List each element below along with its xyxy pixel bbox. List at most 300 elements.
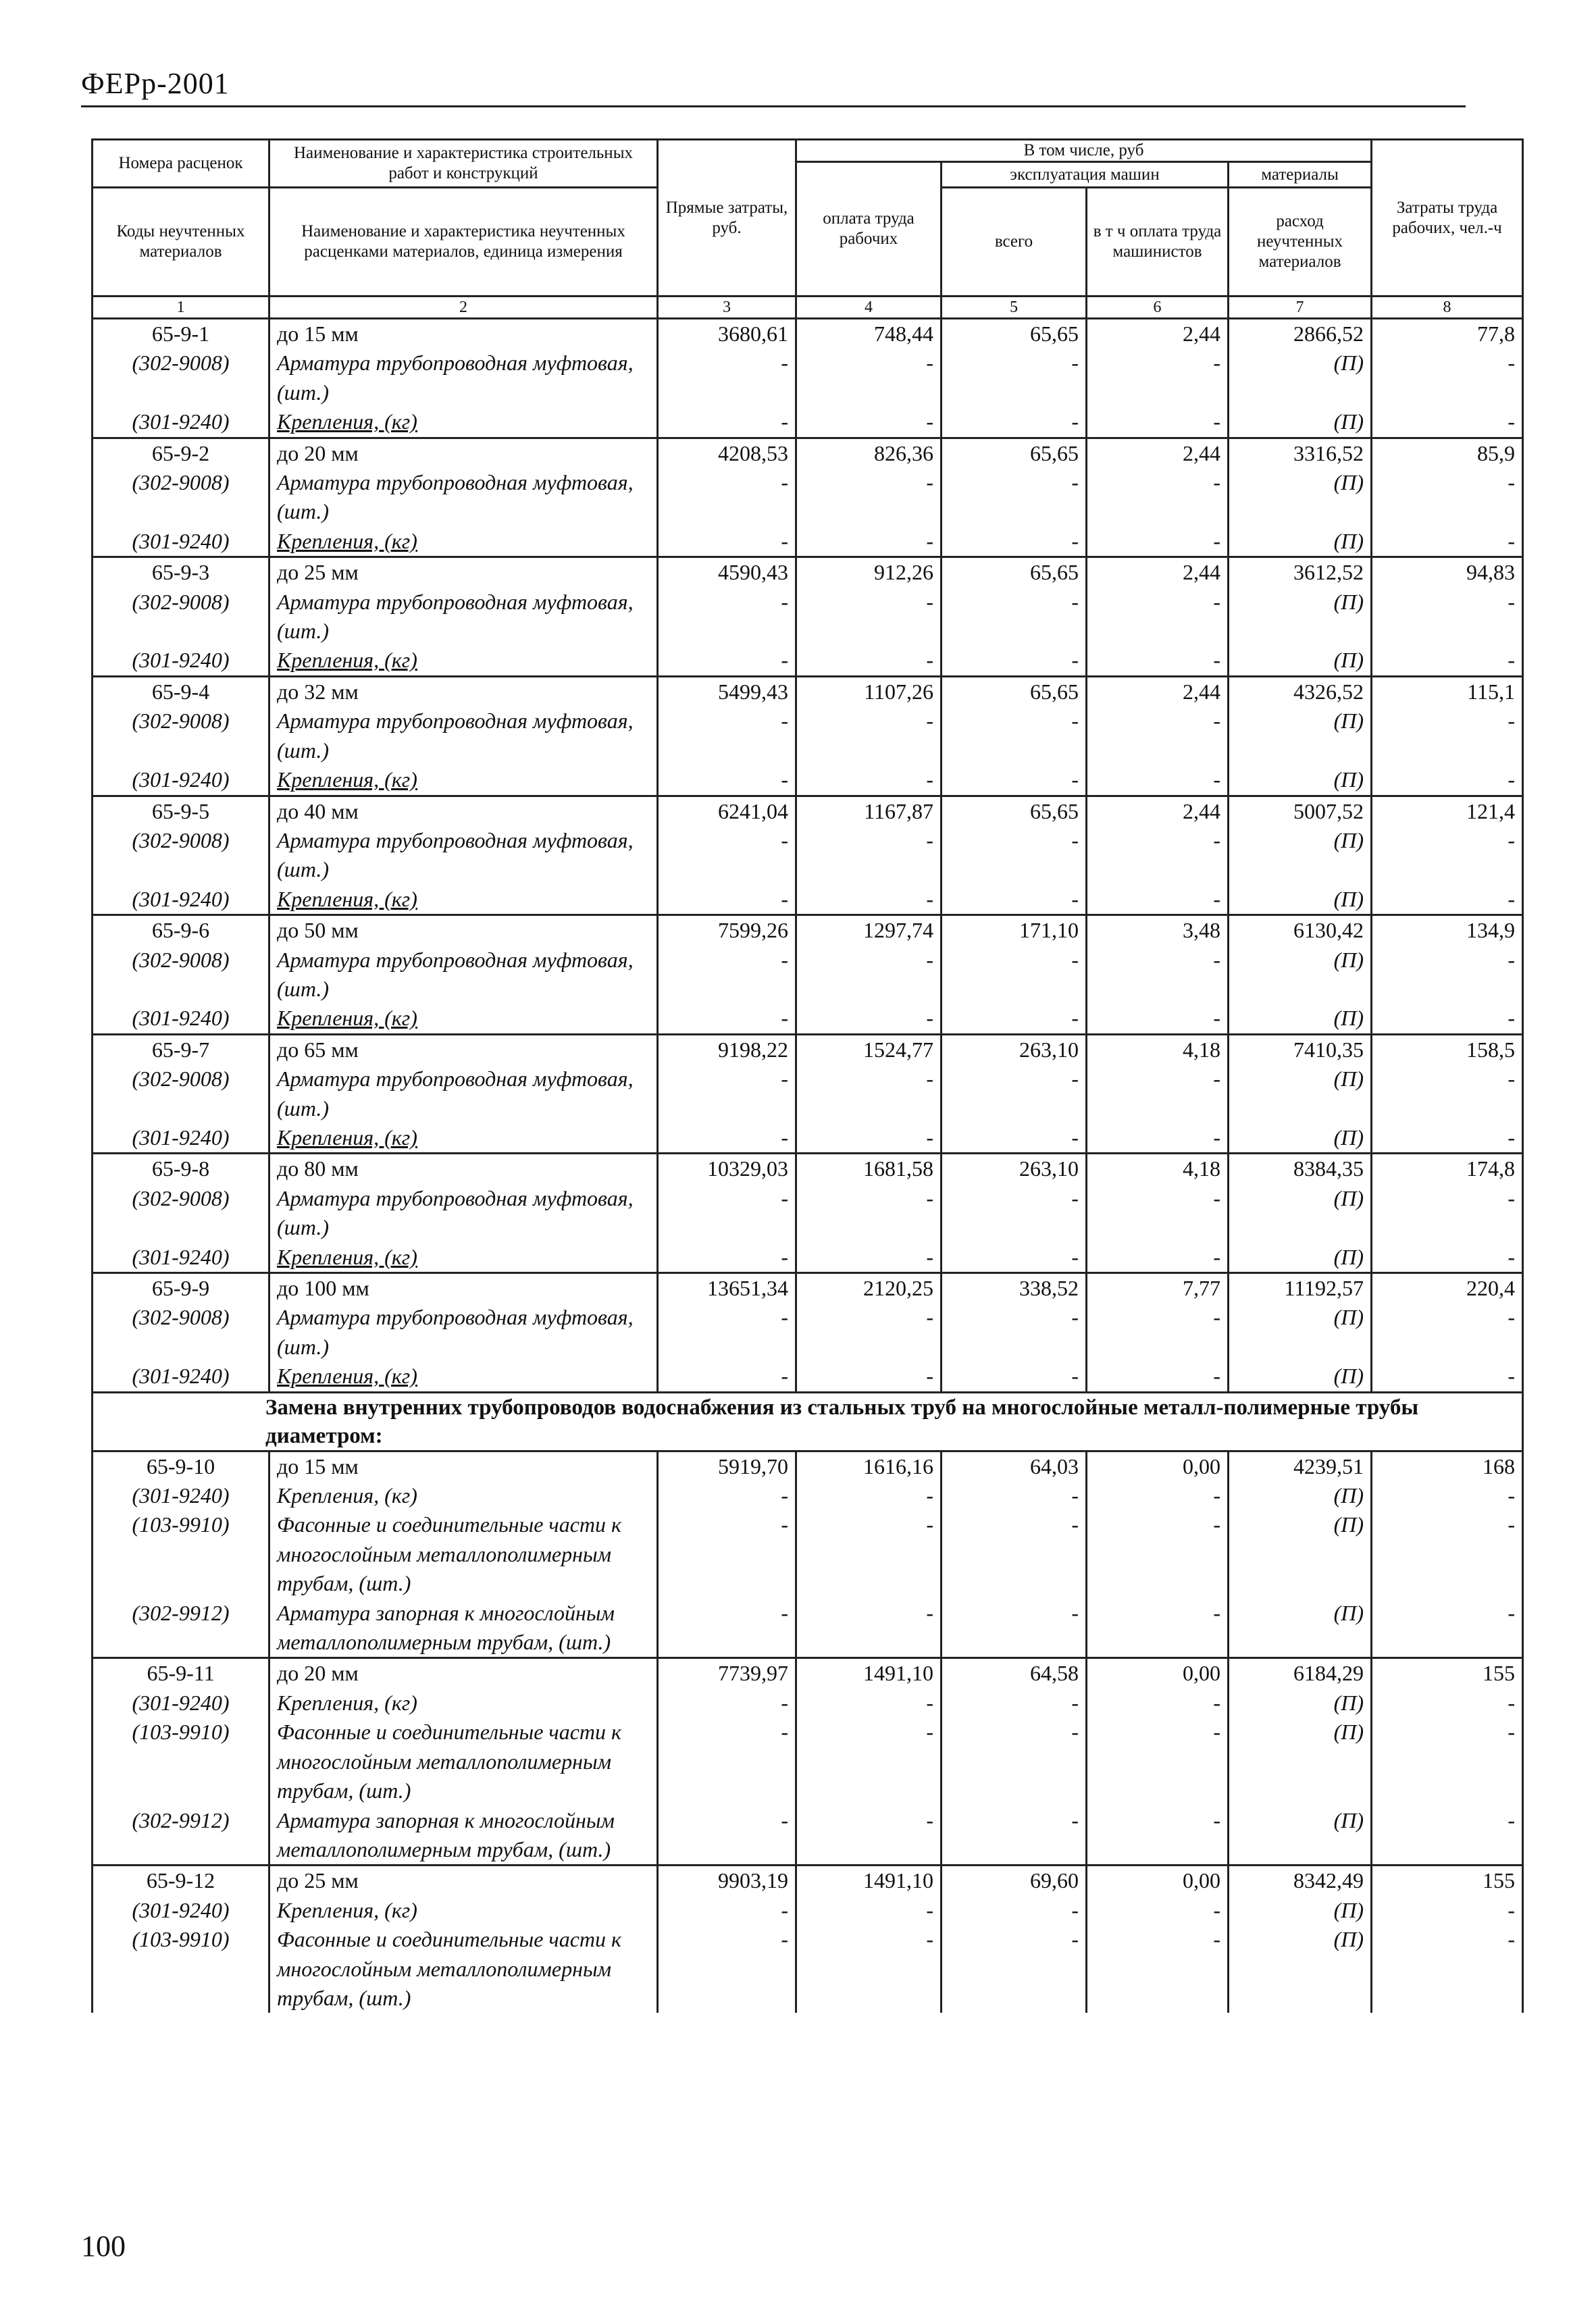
materials-cell: (П) — [1229, 349, 1372, 407]
materials-cell: 6130,42 — [1229, 915, 1372, 946]
description-cell: Арматура трубопроводная муфтовая, (шт.) — [269, 349, 658, 407]
operator-pay-cell: 2,44 — [1087, 319, 1229, 349]
labor-hours-cell: 85,9 — [1372, 438, 1523, 468]
machine-total-cell: 65,65 — [942, 319, 1087, 349]
description-cell: до 25 мм — [269, 1866, 658, 1896]
worker-pay-cell: 1491,10 — [796, 1866, 942, 1896]
worker-pay-cell: 1167,87 — [796, 796, 942, 826]
operator-pay-cell: - — [1087, 1123, 1229, 1154]
worker-pay-cell: - — [796, 407, 942, 438]
header-including: В том числе, руб — [796, 140, 1372, 162]
rate-row — [93, 438, 1523, 468]
machine-total-cell: - — [942, 1718, 1087, 1805]
header-machine-operation: эксплуатация машин — [942, 162, 1229, 188]
material-row — [93, 1123, 1523, 1154]
material-row — [93, 1362, 1523, 1392]
rate-row — [93, 1034, 1523, 1064]
materials-cell: 4239,51 — [1229, 1451, 1372, 1481]
description-cell: до 32 мм — [269, 676, 658, 706]
worker-pay-cell: - — [796, 706, 942, 765]
worker-pay-cell: - — [796, 349, 942, 407]
labor-hours-cell: 134,9 — [1372, 915, 1523, 946]
direct-costs-cell: - — [658, 885, 796, 915]
material-row — [93, 349, 1523, 407]
description-cell: до 100 мм — [269, 1273, 658, 1304]
direct-costs-cell: 13651,34 — [658, 1273, 796, 1304]
labor-hours-cell: 174,8 — [1372, 1154, 1523, 1184]
rate-code-cell: (103-9910) — [93, 1510, 269, 1598]
worker-pay-cell: - — [796, 646, 942, 676]
direct-costs-cell: - — [658, 468, 796, 527]
materials-cell: (П) — [1229, 885, 1372, 915]
labor-hours-cell: - — [1372, 1243, 1523, 1273]
labor-hours-cell: 77,8 — [1372, 319, 1523, 349]
machine-total-cell: - — [942, 1362, 1087, 1392]
materials-cell: (П) — [1229, 1599, 1372, 1658]
materials-cell: (П) — [1229, 946, 1372, 1004]
rate-code-cell: (302-9008) — [93, 1184, 269, 1243]
header-work-name: Наименование и характеристика строительных работ и конструкций — [269, 140, 658, 188]
materials-cell: 8384,35 — [1229, 1154, 1372, 1184]
header-unaccounted-materials: расход неучтенных материалов — [1229, 188, 1372, 297]
materials-cell: (П) — [1229, 826, 1372, 885]
operator-pay-cell: 4,18 — [1087, 1154, 1229, 1184]
description-cell: Крепления, (кг) — [269, 1004, 658, 1034]
operator-pay-cell: - — [1087, 885, 1229, 915]
materials-cell: (П) — [1229, 588, 1372, 646]
operator-pay-cell: - — [1087, 1689, 1229, 1718]
rate-code-cell: (301-9240) — [93, 1004, 269, 1034]
operator-pay-cell: - — [1087, 826, 1229, 885]
column-number: 4 — [796, 297, 942, 319]
worker-pay-cell: - — [796, 885, 942, 915]
worker-pay-cell: - — [796, 765, 942, 796]
worker-pay-cell: - — [796, 468, 942, 527]
labor-hours-cell: - — [1372, 1481, 1523, 1510]
rate-code-cell: 65-9-1 — [93, 319, 269, 349]
labor-hours-cell: - — [1372, 1004, 1523, 1034]
rate-code-cell: 65-9-8 — [93, 1154, 269, 1184]
machine-total-cell: - — [942, 407, 1087, 438]
description-cell: до 50 мм — [269, 915, 658, 946]
operator-pay-cell: - — [1087, 1599, 1229, 1658]
description-cell: Фасонные и соединительные части к многослойным металлополимерным трубам, (шт.) — [269, 1510, 658, 1598]
page-title: ФЕРр-2001 — [81, 67, 230, 100]
direct-costs-cell: - — [658, 1925, 796, 2013]
labor-hours-cell: - — [1372, 1510, 1523, 1598]
material-row — [93, 1510, 1523, 1598]
worker-pay-cell: 1524,77 — [796, 1034, 942, 1064]
rate-code-cell: (301-9240) — [93, 1123, 269, 1154]
worker-pay-cell: - — [796, 826, 942, 885]
direct-costs-cell: - — [658, 1718, 796, 1805]
description-cell: до 25 мм — [269, 557, 658, 588]
column-number: 1 — [93, 297, 269, 319]
rate-code-cell: (301-9240) — [93, 527, 269, 557]
operator-pay-cell: - — [1087, 407, 1229, 438]
header-direct-costs: Прямые затраты, руб. — [658, 140, 796, 297]
worker-pay-cell: 1491,10 — [796, 1658, 942, 1689]
rate-code-cell: (301-9240) — [93, 1362, 269, 1392]
labor-hours-cell: - — [1372, 1599, 1523, 1658]
rate-code-cell: (301-9240) — [93, 646, 269, 676]
materials-cell: 3612,52 — [1229, 557, 1372, 588]
direct-costs-cell: - — [658, 1599, 796, 1658]
worker-pay-cell: - — [796, 1599, 942, 1658]
direct-costs-cell: - — [658, 407, 796, 438]
labor-hours-cell: - — [1372, 826, 1523, 885]
column-number-row — [93, 297, 1523, 319]
rate-code-cell: (301-9240) — [93, 885, 269, 915]
material-row — [93, 588, 1523, 646]
labor-hours-cell: - — [1372, 1718, 1523, 1805]
description-cell: Крепления, (кг) — [269, 885, 658, 915]
description-cell: до 15 мм — [269, 1451, 658, 1481]
material-row — [93, 468, 1523, 527]
operator-pay-cell: - — [1087, 527, 1229, 557]
page-number: 100 — [81, 2230, 126, 2263]
description-cell: Арматура трубопроводная муфтовая, (шт.) — [269, 706, 658, 765]
materials-cell: (П) — [1229, 1064, 1372, 1123]
machine-total-cell: - — [942, 706, 1087, 765]
worker-pay-cell: - — [796, 527, 942, 557]
direct-costs-cell: 10329,03 — [658, 1154, 796, 1184]
rate-code-cell: (301-9240) — [93, 765, 269, 796]
direct-costs-cell: - — [658, 765, 796, 796]
worker-pay-cell: - — [796, 1243, 942, 1273]
machine-total-cell: - — [942, 1510, 1087, 1598]
worker-pay-cell: - — [796, 1481, 942, 1510]
direct-costs-cell: - — [658, 826, 796, 885]
description-cell: Крепления, (кг) — [269, 646, 658, 676]
direct-costs-cell: 5919,70 — [658, 1451, 796, 1481]
description-cell: до 65 мм — [269, 1034, 658, 1064]
labor-hours-cell: - — [1372, 646, 1523, 676]
labor-hours-cell: 115,1 — [1372, 676, 1523, 706]
rate-code-cell: (302-9008) — [93, 349, 269, 407]
labor-hours-cell: - — [1372, 468, 1523, 527]
rate-code-cell: (302-9008) — [93, 826, 269, 885]
operator-pay-cell: 2,44 — [1087, 438, 1229, 468]
rate-code-cell: (302-9008) — [93, 468, 269, 527]
materials-cell: (П) — [1229, 1481, 1372, 1510]
machine-total-cell: - — [942, 885, 1087, 915]
header-material-codes: Коды неучтенных материалов — [93, 188, 269, 297]
labor-hours-cell: - — [1372, 1362, 1523, 1392]
operator-pay-cell: - — [1087, 468, 1229, 527]
material-row — [93, 1064, 1523, 1123]
description-cell: до 15 мм — [269, 319, 658, 349]
rates-table — [91, 138, 1524, 2013]
rate-code-cell: (302-9008) — [93, 588, 269, 646]
description-cell: Арматура запорная к многослойным металлополимерным трубам, (шт.) — [269, 1599, 658, 1658]
material-row — [93, 1481, 1523, 1510]
direct-costs-cell: - — [658, 1362, 796, 1392]
rate-code-cell: (103-9910) — [93, 1925, 269, 2013]
rate-code-cell: 65-9-9 — [93, 1273, 269, 1304]
material-row — [93, 407, 1523, 438]
rate-code-cell: 65-9-3 — [93, 557, 269, 588]
machine-total-cell: 171,10 — [942, 915, 1087, 946]
column-number: 2 — [269, 297, 658, 319]
labor-hours-cell: - — [1372, 1896, 1523, 1925]
header-machine-total: всего — [942, 188, 1087, 297]
operator-pay-cell: 2,44 — [1087, 676, 1229, 706]
rate-row — [93, 676, 1523, 706]
material-row — [93, 646, 1523, 676]
operator-pay-cell: 0,00 — [1087, 1866, 1229, 1896]
machine-total-cell: - — [942, 1925, 1087, 2013]
direct-costs-cell: 4590,43 — [658, 557, 796, 588]
section-title: Замена внутренних трубопроводов водоснабжения из стальных труб на многослойные металл-полимерные трубы диаметром: — [93, 1392, 1523, 1451]
rate-code-cell: (302-9008) — [93, 706, 269, 765]
machine-total-cell: - — [942, 527, 1087, 557]
operator-pay-cell: - — [1087, 1362, 1229, 1392]
machine-total-cell: 263,10 — [942, 1154, 1087, 1184]
operator-pay-cell: - — [1087, 349, 1229, 407]
machine-total-cell: - — [942, 1896, 1087, 1925]
worker-pay-cell: - — [796, 588, 942, 646]
direct-costs-cell: - — [658, 1806, 796, 1866]
direct-costs-cell: - — [658, 646, 796, 676]
operator-pay-cell: - — [1087, 1718, 1229, 1805]
operator-pay-cell: - — [1087, 1004, 1229, 1034]
column-number: 3 — [658, 297, 796, 319]
table-body — [93, 297, 1523, 2013]
worker-pay-cell: - — [796, 1004, 942, 1034]
description-cell: до 40 мм — [269, 796, 658, 826]
rate-row — [93, 1154, 1523, 1184]
operator-pay-cell: 0,00 — [1087, 1451, 1229, 1481]
header-rule — [81, 105, 1466, 107]
materials-cell: (П) — [1229, 1243, 1372, 1273]
description-cell: Крепления, (кг) — [269, 1123, 658, 1154]
rate-code-cell: 65-9-10 — [93, 1451, 269, 1481]
description-cell: Крепления, (кг) — [269, 1362, 658, 1392]
material-row — [93, 946, 1523, 1004]
description-cell: Крепления, (кг) — [269, 1689, 658, 1718]
operator-pay-cell: 7,77 — [1087, 1273, 1229, 1304]
labor-hours-cell: - — [1372, 765, 1523, 796]
material-row — [93, 1243, 1523, 1273]
materials-cell: 6184,29 — [1229, 1658, 1372, 1689]
operator-pay-cell: - — [1087, 1896, 1229, 1925]
worker-pay-cell: - — [796, 1362, 942, 1392]
header-worker-pay: оплата труда рабочих — [796, 162, 942, 297]
rate-code-cell: (301-9240) — [93, 1689, 269, 1718]
direct-costs-cell: - — [658, 588, 796, 646]
operator-pay-cell: - — [1087, 765, 1229, 796]
rate-code-cell: (103-9910) — [93, 1718, 269, 1805]
direct-costs-cell: - — [658, 349, 796, 407]
rate-code-cell: 65-9-12 — [93, 1866, 269, 1896]
rate-code-cell: (302-9912) — [93, 1599, 269, 1658]
rate-code-cell: (302-9008) — [93, 946, 269, 1004]
rate-code-cell: (301-9240) — [93, 1481, 269, 1510]
worker-pay-cell: - — [796, 946, 942, 1004]
operator-pay-cell: - — [1087, 1064, 1229, 1123]
direct-costs-cell: - — [658, 1303, 796, 1362]
machine-total-cell: 65,65 — [942, 557, 1087, 588]
labor-hours-cell: - — [1372, 946, 1523, 1004]
worker-pay-cell: 1616,16 — [796, 1451, 942, 1481]
rate-code-cell: (301-9240) — [93, 407, 269, 438]
rate-row — [93, 915, 1523, 946]
operator-pay-cell: 3,48 — [1087, 915, 1229, 946]
labor-hours-cell: - — [1372, 1689, 1523, 1718]
material-row — [93, 1689, 1523, 1718]
material-row — [93, 1718, 1523, 1805]
direct-costs-cell: 7739,97 — [658, 1658, 796, 1689]
materials-cell: 8342,49 — [1229, 1866, 1372, 1896]
machine-total-cell: - — [942, 826, 1087, 885]
header-material-names: Наименование и характеристика неучтенных расценками материалов, единица измерения — [269, 188, 658, 297]
direct-costs-cell: 5499,43 — [658, 676, 796, 706]
worker-pay-cell: - — [796, 1184, 942, 1243]
material-row — [93, 1806, 1523, 1866]
direct-costs-cell: - — [658, 1123, 796, 1154]
description-cell: Фасонные и соединительные части к многослойным металлополимерным трубам, (шт.) — [269, 1925, 658, 2013]
materials-cell: (П) — [1229, 1510, 1372, 1598]
worker-pay-cell: - — [796, 1925, 942, 2013]
rate-code-cell: 65-9-2 — [93, 438, 269, 468]
machine-total-cell: 69,60 — [942, 1866, 1087, 1896]
materials-cell: (П) — [1229, 1806, 1372, 1866]
worker-pay-cell: 1297,74 — [796, 915, 942, 946]
machine-total-cell: - — [942, 588, 1087, 646]
labor-hours-cell: - — [1372, 588, 1523, 646]
machine-total-cell: - — [942, 1806, 1087, 1866]
rate-row — [93, 1658, 1523, 1689]
material-row — [93, 885, 1523, 915]
labor-hours-cell: - — [1372, 1303, 1523, 1362]
section-row — [93, 1392, 1523, 1451]
materials-cell: (П) — [1229, 1362, 1372, 1392]
material-row — [93, 527, 1523, 557]
direct-costs-cell: - — [658, 527, 796, 557]
operator-pay-cell: 4,18 — [1087, 1034, 1229, 1064]
header-labor-hours: Затраты труда рабочих, чел.-ч — [1372, 140, 1523, 297]
labor-hours-cell: 155 — [1372, 1866, 1523, 1896]
column-number: 5 — [942, 297, 1087, 319]
worker-pay-cell: - — [796, 1689, 942, 1718]
machine-total-cell: - — [942, 765, 1087, 796]
materials-cell: 4326,52 — [1229, 676, 1372, 706]
rate-code-cell: (301-9240) — [93, 1243, 269, 1273]
worker-pay-cell: - — [796, 1510, 942, 1598]
rate-code-cell: (302-9008) — [93, 1303, 269, 1362]
operator-pay-cell: - — [1087, 1806, 1229, 1866]
description-cell: Крепления, (кг) — [269, 765, 658, 796]
labor-hours-cell: - — [1372, 885, 1523, 915]
rate-code-cell: 65-9-6 — [93, 915, 269, 946]
description-cell: Крепления, (кг) — [269, 407, 658, 438]
header-rate-numbers: Номера расценок — [93, 140, 269, 188]
description-cell: Арматура трубопроводная муфтовая, (шт.) — [269, 468, 658, 527]
materials-cell: (П) — [1229, 706, 1372, 765]
worker-pay-cell: 912,26 — [796, 557, 942, 588]
rate-code-cell: (302-9912) — [93, 1806, 269, 1866]
operator-pay-cell: - — [1087, 1184, 1229, 1243]
materials-cell: (П) — [1229, 1689, 1372, 1718]
materials-cell: (П) — [1229, 1123, 1372, 1154]
worker-pay-cell: - — [796, 1064, 942, 1123]
labor-hours-cell: 155 — [1372, 1658, 1523, 1689]
materials-cell: (П) — [1229, 1718, 1372, 1805]
description-cell: Арматура трубопроводная муфтовая, (шт.) — [269, 946, 658, 1004]
description-cell: Арматура трубопроводная муфтовая, (шт.) — [269, 588, 658, 646]
labor-hours-cell: 220,4 — [1372, 1273, 1523, 1304]
materials-cell: (П) — [1229, 1303, 1372, 1362]
labor-hours-cell: - — [1372, 1925, 1523, 2013]
direct-costs-cell: - — [658, 1184, 796, 1243]
direct-costs-cell: 3680,61 — [658, 319, 796, 349]
description-cell: Арматура трубопроводная муфтовая, (шт.) — [269, 1064, 658, 1123]
material-row — [93, 765, 1523, 796]
direct-costs-cell: - — [658, 706, 796, 765]
labor-hours-cell: - — [1372, 527, 1523, 557]
worker-pay-cell: 748,44 — [796, 319, 942, 349]
description-cell: Арматура запорная к многослойным металлополимерным трубам, (шт.) — [269, 1806, 658, 1866]
direct-costs-cell: 7599,26 — [658, 915, 796, 946]
description-cell: Арматура трубопроводная муфтовая, (шт.) — [269, 1303, 658, 1362]
labor-hours-cell: - — [1372, 1123, 1523, 1154]
operator-pay-cell: - — [1087, 946, 1229, 1004]
operator-pay-cell: 2,44 — [1087, 796, 1229, 826]
direct-costs-cell: - — [658, 1243, 796, 1273]
operator-pay-cell: - — [1087, 588, 1229, 646]
labor-hours-cell: - — [1372, 706, 1523, 765]
direct-costs-cell: - — [658, 1004, 796, 1034]
description-cell: Крепления, (кг) — [269, 1243, 658, 1273]
direct-costs-cell: 9198,22 — [658, 1034, 796, 1064]
machine-total-cell: - — [942, 1123, 1087, 1154]
machine-total-cell: - — [942, 468, 1087, 527]
machine-total-cell: - — [942, 1064, 1087, 1123]
operator-pay-cell: - — [1087, 1481, 1229, 1510]
description-cell: Крепления, (кг) — [269, 527, 658, 557]
materials-cell: 5007,52 — [1229, 796, 1372, 826]
operator-pay-cell: - — [1087, 1510, 1229, 1598]
column-number: 8 — [1372, 297, 1523, 319]
operator-pay-cell: - — [1087, 646, 1229, 676]
rate-code-cell: 65-9-5 — [93, 796, 269, 826]
materials-cell: (П) — [1229, 646, 1372, 676]
rate-code-cell: (302-9008) — [93, 1064, 269, 1123]
operator-pay-cell: - — [1087, 1303, 1229, 1362]
direct-costs-cell: 6241,04 — [658, 796, 796, 826]
materials-cell: 3316,52 — [1229, 438, 1372, 468]
direct-costs-cell: 4208,53 — [658, 438, 796, 468]
material-row — [93, 1925, 1523, 2013]
labor-hours-cell: - — [1372, 407, 1523, 438]
machine-total-cell: 263,10 — [942, 1034, 1087, 1064]
machine-total-cell: 338,52 — [942, 1273, 1087, 1304]
description-cell: Фасонные и соединительные части к многослойным металлополимерным трубам, (шт.) — [269, 1718, 658, 1805]
operator-pay-cell: - — [1087, 1243, 1229, 1273]
labor-hours-cell: - — [1372, 1064, 1523, 1123]
header-materials: материалы — [1229, 162, 1372, 188]
material-row — [93, 1004, 1523, 1034]
labor-hours-cell: - — [1372, 349, 1523, 407]
machine-total-cell: 65,65 — [942, 676, 1087, 706]
materials-cell: (П) — [1229, 468, 1372, 527]
material-row — [93, 1896, 1523, 1925]
materials-cell: 7410,35 — [1229, 1034, 1372, 1064]
materials-cell: (П) — [1229, 1184, 1372, 1243]
direct-costs-cell: - — [658, 1896, 796, 1925]
direct-costs-cell: - — [658, 1689, 796, 1718]
